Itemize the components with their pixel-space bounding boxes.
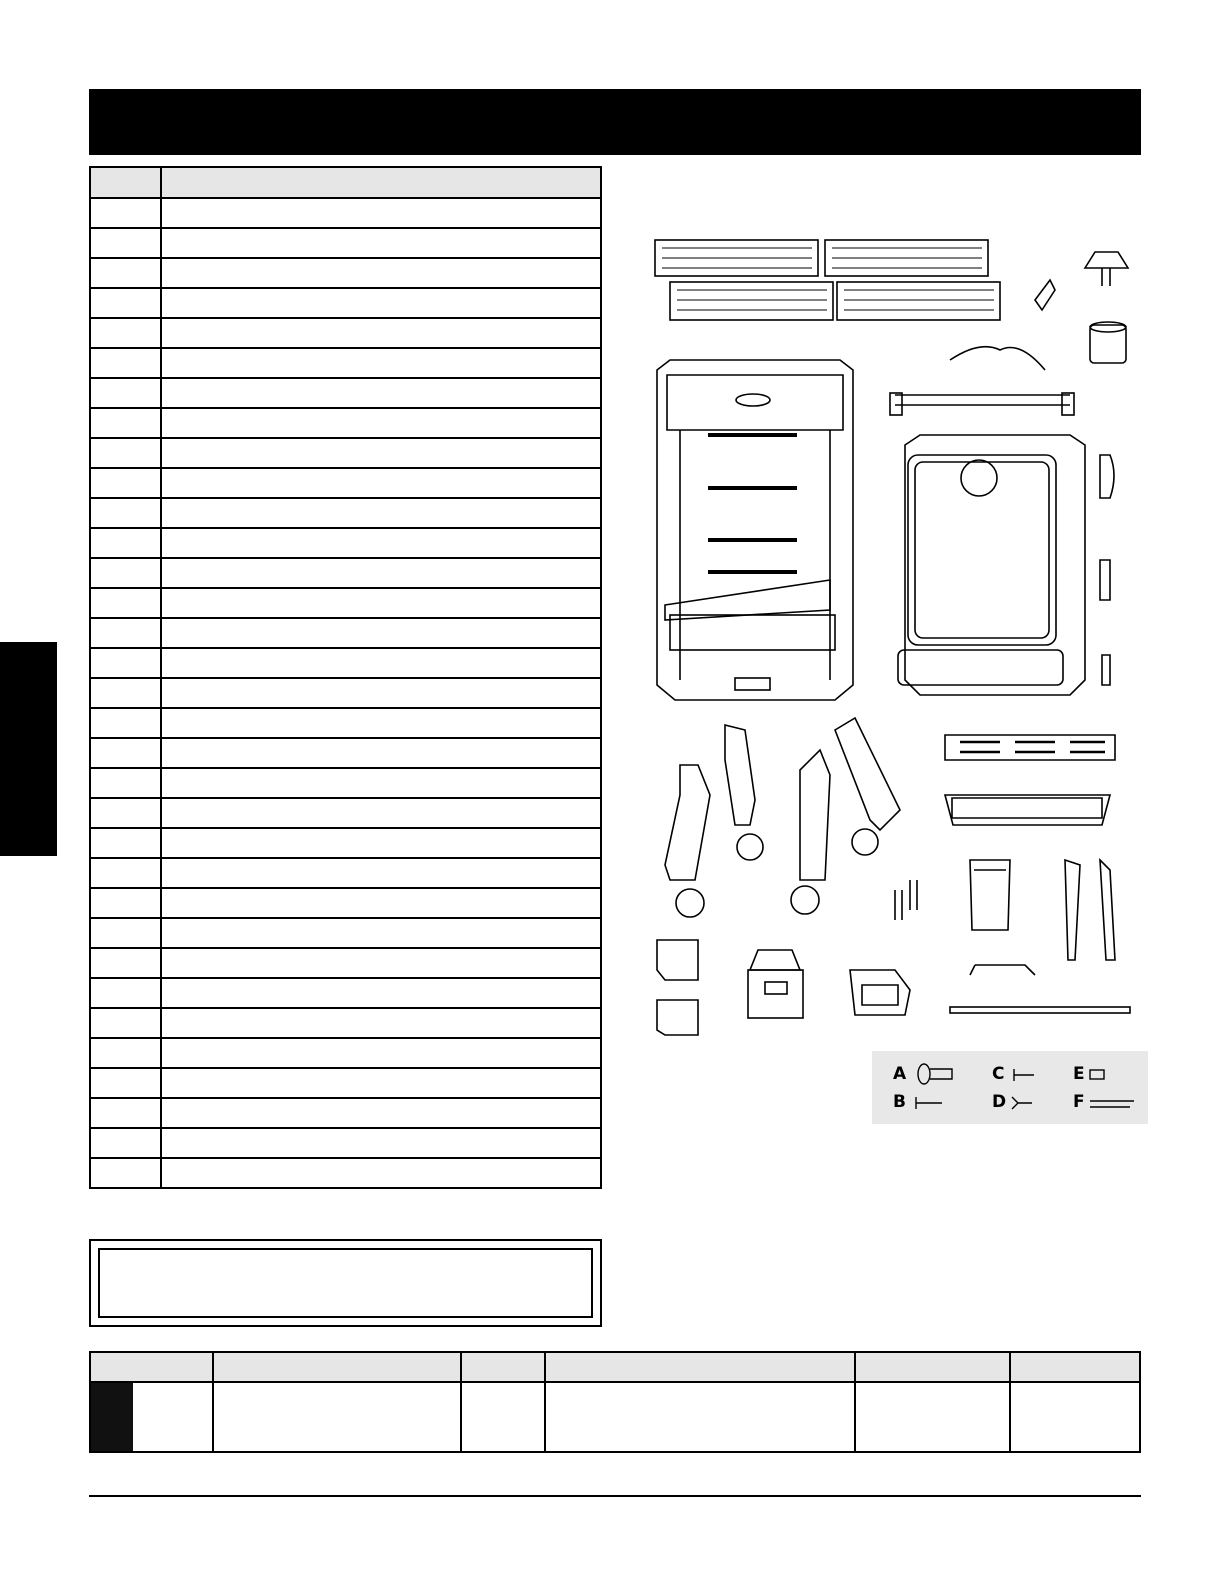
- spec-cell-model: [90, 1382, 213, 1452]
- long-rod-icon: [950, 1007, 1130, 1013]
- parts-table-row: [90, 918, 601, 948]
- part-number-cell: [90, 348, 161, 378]
- part-number-cell: [90, 768, 161, 798]
- parts-list-table: [89, 166, 602, 1189]
- footer-rule: [89, 1495, 1141, 1497]
- hardware-label-b: B: [893, 1092, 906, 1112]
- parts-table-row: [90, 678, 601, 708]
- part-description-cell: [161, 198, 601, 228]
- hardware-icons: [872, 1051, 1148, 1124]
- handle-icon: [890, 393, 1074, 415]
- part-description-cell: [161, 918, 601, 948]
- parts-table-row: [90, 1038, 601, 1068]
- part-number-cell: [90, 438, 161, 468]
- parts-table-row: [90, 228, 601, 258]
- parts-table-row: [90, 708, 601, 738]
- chimney-cap-icon: [1090, 322, 1126, 363]
- part-description-cell: [161, 228, 601, 258]
- part-number-cell: [90, 288, 161, 318]
- hardware-label-e: E: [1073, 1064, 1085, 1084]
- part-description-cell: [161, 468, 601, 498]
- parts-table-header: [90, 167, 601, 198]
- part-description-cell: [161, 528, 601, 558]
- probe-cable-icon: [950, 347, 1045, 370]
- parts-table-row: [90, 828, 601, 858]
- part-number-cell: [90, 588, 161, 618]
- parts-table-row: [90, 318, 601, 348]
- cooking-grid-icon: [655, 240, 1000, 320]
- part-description-cell: [161, 1008, 601, 1038]
- parts-table-row: [90, 438, 601, 468]
- parts-table-row: [90, 1128, 601, 1158]
- hopper-lid-icon: [748, 950, 803, 1018]
- hardware-label-a: A: [893, 1064, 907, 1084]
- part-description-cell: [161, 1098, 601, 1128]
- part-number-cell: [90, 918, 161, 948]
- part-number-cell: [90, 468, 161, 498]
- part-number-cell: [90, 678, 161, 708]
- part-number-cell: [90, 378, 161, 408]
- parts-table-row: [90, 1068, 601, 1098]
- part-description-cell: [161, 618, 601, 648]
- part-number-cell: [90, 558, 161, 588]
- part-number-cell: [90, 1008, 161, 1038]
- part-description-cell: [161, 498, 601, 528]
- part-number-cell: [90, 228, 161, 258]
- part-description-cell: [161, 858, 601, 888]
- parts-table-row: [90, 468, 601, 498]
- part-number-cell: [90, 948, 161, 978]
- parts-table-row: [90, 618, 601, 648]
- part-description-cell: [161, 438, 601, 468]
- spec-table: [89, 1351, 1141, 1453]
- parts-table-row: [90, 858, 601, 888]
- parts-table-row: [90, 558, 601, 588]
- spec-col-6: [1010, 1352, 1140, 1382]
- screw-b-icon: [916, 1097, 942, 1109]
- side-rail-icon: [1065, 860, 1115, 960]
- exploded-parts-diagram: [640, 230, 1160, 1050]
- part-number-cell: [90, 978, 161, 1008]
- hardware-label-d: D: [992, 1092, 1007, 1112]
- part-description-cell: [161, 1068, 601, 1098]
- part-description-cell: [161, 408, 601, 438]
- part-description-cell: [161, 708, 601, 738]
- part-number-cell: [90, 1038, 161, 1068]
- parts-table-row: [90, 738, 601, 768]
- model-color-swatch: [91, 1383, 133, 1451]
- part-number-cell: [90, 318, 161, 348]
- parts-table-row: [90, 258, 601, 288]
- parts-table-row: [90, 798, 601, 828]
- spec-col-4: [545, 1352, 855, 1382]
- damper-knob-icon: [1085, 252, 1128, 286]
- part-description-cell: [161, 258, 601, 288]
- parts-table-row: [90, 978, 601, 1008]
- screw-c-icon: [1014, 1069, 1034, 1081]
- parts-table-row: [90, 1098, 601, 1128]
- part-number-cell: [90, 528, 161, 558]
- small-brackets-icon: [895, 880, 917, 920]
- screw-d-icon: [1012, 1097, 1032, 1109]
- part-number-cell: [90, 618, 161, 648]
- parts-table-row: [90, 648, 601, 678]
- part-description-cell: [161, 588, 601, 618]
- part-number-cell: [90, 828, 161, 858]
- parts-table-row: [90, 408, 601, 438]
- part-description-cell: [161, 738, 601, 768]
- part-description-cell: [161, 1038, 601, 1068]
- spec-cell: [545, 1382, 855, 1452]
- smoker-door-icon: [898, 435, 1085, 695]
- part-number-cell: [90, 708, 161, 738]
- part-number-cell: [90, 888, 161, 918]
- bracket-icon: [1035, 280, 1055, 310]
- part-description-cell: [161, 558, 601, 588]
- parts-table-body: [90, 198, 601, 1188]
- leg-wheel-icon: [665, 718, 900, 917]
- part-number-cell: [90, 1158, 161, 1188]
- note-box: [89, 1239, 602, 1327]
- parts-table-row: [90, 378, 601, 408]
- part-description-cell: [161, 288, 601, 318]
- part-number-cell: [90, 408, 161, 438]
- parts-table-row: [90, 768, 601, 798]
- parts-table-row: [90, 348, 601, 378]
- part-number-cell: [90, 738, 161, 768]
- parts-table-row: [90, 498, 601, 528]
- part-description-cell: [161, 828, 601, 858]
- wrench-f-icon: [1090, 1101, 1134, 1107]
- parts-table-row: [90, 528, 601, 558]
- parts-col-number: [90, 167, 161, 198]
- parts-table-row: [90, 198, 601, 228]
- part-description-cell: [161, 1128, 601, 1158]
- part-number-cell: [90, 1068, 161, 1098]
- spec-col-3: [461, 1352, 545, 1382]
- clip-icon: [1102, 655, 1110, 685]
- door-latch-icon: [1100, 455, 1114, 498]
- part-number-cell: [90, 798, 161, 828]
- spec-cell: [461, 1382, 545, 1452]
- parts-table-row: [90, 888, 601, 918]
- parts-table-row: [90, 948, 601, 978]
- section-side-tab: [0, 642, 57, 856]
- hardware-label-c: C: [992, 1064, 1005, 1084]
- grease-bucket-icon: [970, 860, 1010, 930]
- hanger-bracket-icon: [970, 965, 1035, 975]
- part-number-cell: [90, 498, 161, 528]
- spec-table-row: [90, 1382, 1140, 1452]
- part-number-cell: [90, 258, 161, 288]
- part-description-cell: [161, 948, 601, 978]
- spec-col-2: [213, 1352, 461, 1382]
- smoker-cabinet-icon: [657, 360, 853, 700]
- part-description-cell: [161, 318, 601, 348]
- part-number-cell: [90, 1098, 161, 1128]
- part-number-cell: [90, 1128, 161, 1158]
- part-description-cell: [161, 648, 601, 678]
- section-title-bar: [89, 89, 1141, 155]
- part-number-cell: [90, 648, 161, 678]
- part-number-cell: [90, 858, 161, 888]
- panel-left-icon: [657, 940, 698, 1035]
- part-description-cell: [161, 348, 601, 378]
- part-description-cell: [161, 678, 601, 708]
- part-description-cell: [161, 378, 601, 408]
- part-description-cell: [161, 768, 601, 798]
- hinge-icon: [1100, 560, 1110, 600]
- parts-table-row: [90, 1158, 601, 1188]
- firepot-cover-icon: [945, 735, 1115, 760]
- spec-cell: [213, 1382, 461, 1452]
- spec-col-5: [855, 1352, 1010, 1382]
- hardware-label-f: F: [1073, 1092, 1085, 1112]
- firepot-icon: [850, 970, 910, 1015]
- part-description-cell: [161, 1158, 601, 1188]
- parts-table-row: [90, 588, 601, 618]
- part-number-cell: [90, 198, 161, 228]
- spec-cell: [1010, 1382, 1140, 1452]
- parts-table-row: [90, 288, 601, 318]
- note-box-inner: [98, 1248, 593, 1318]
- parts-col-description: [161, 167, 601, 198]
- part-description-cell: [161, 978, 601, 1008]
- nut-e-icon: [1090, 1070, 1104, 1079]
- part-description-cell: [161, 798, 601, 828]
- bolt-a-icon: [918, 1064, 952, 1084]
- part-description-cell: [161, 888, 601, 918]
- grease-tray-icon: [945, 795, 1110, 825]
- spec-cell: [855, 1382, 1010, 1452]
- spec-col-1: [90, 1352, 213, 1382]
- spec-table-header: [90, 1352, 1140, 1382]
- parts-table-row: [90, 1008, 601, 1038]
